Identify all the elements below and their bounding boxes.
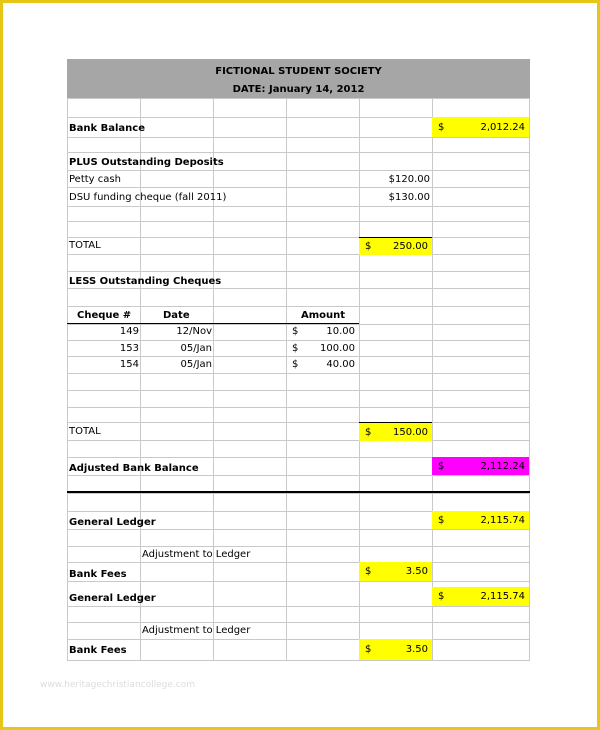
adjustment-label: Adjustment to Ledger — [142, 549, 251, 560]
currency-symbol: $ — [292, 343, 299, 354]
sheet-title: FICTIONAL STUDENT SOCIETY — [215, 66, 382, 77]
col-cheque-header: Cheque # — [77, 310, 132, 321]
general-ledger-amount: 2,115.74 — [480, 515, 525, 526]
cheque-number: 154 — [119, 359, 139, 370]
col-date-header: Date — [163, 310, 190, 321]
bank-balance-amount: 2,012.24 — [480, 122, 525, 133]
deposits-total-cell — [359, 237, 432, 255]
deposit-item-label: DSU funding cheque (fall 2011) — [69, 192, 227, 203]
deposit-item-amount: $130.00 — [388, 192, 430, 203]
cheque-amount: 100.00 — [320, 343, 355, 354]
currency-symbol: $ — [438, 122, 445, 133]
cheques-total-label: TOTAL — [69, 426, 101, 437]
bank-fees-cell — [359, 639, 432, 660]
deposit-item-amount: $120.00 — [388, 174, 430, 185]
currency-symbol: $ — [365, 427, 372, 438]
cheques-header-rule — [67, 323, 359, 324]
section-divider — [67, 491, 530, 493]
cheque-amount: 10.00 — [326, 326, 355, 337]
general-ledger-cell — [432, 511, 529, 529]
adjusted-balance-cell — [432, 457, 529, 475]
deposits-total-amount: 250.00 — [393, 241, 428, 252]
reconciliation-sheet — [67, 59, 530, 661]
cheque-amount: 40.00 — [326, 359, 355, 370]
cheque-date: 12/Nov — [176, 326, 212, 337]
currency-symbol: $ — [438, 515, 445, 526]
cheques-total-amount: 150.00 — [393, 427, 428, 438]
deposits-total-label: TOTAL — [69, 240, 101, 251]
currency-symbol: $ — [438, 461, 445, 472]
less-cheques-heading: LESS Outstanding Cheques — [69, 276, 222, 287]
sheet-header — [67, 59, 530, 98]
cheque-date: 05/Jan — [180, 343, 212, 354]
general-ledger-label: General Ledger — [69, 593, 156, 604]
cheque-date: 05/Jan — [180, 359, 212, 370]
deposit-item-label: Petty cash — [69, 174, 121, 185]
bank-balance-cell — [432, 117, 529, 137]
plus-deposits-heading: PLUS Outstanding Deposits — [69, 157, 224, 168]
sheet-date: DATE: January 14, 2012 — [232, 84, 365, 95]
cheque-number: 149 — [119, 326, 139, 337]
bank-fees-cell — [359, 562, 432, 581]
currency-symbol: $ — [292, 326, 299, 337]
general-ledger-cell — [432, 587, 529, 606]
currency-symbol: $ — [365, 566, 372, 577]
bank-fees-label: Bank Fees — [69, 569, 127, 580]
cheques-total-cell — [359, 422, 432, 441]
currency-symbol: $ — [365, 241, 372, 252]
general-ledger-label: General Ledger — [69, 517, 156, 528]
currency-symbol: $ — [438, 591, 445, 602]
adjusted-balance-amount: 2,112.24 — [480, 461, 525, 472]
adjustment-label: Adjustment to Ledger — [142, 625, 251, 636]
general-ledger-amount: 2,115.74 — [480, 591, 525, 602]
currency-symbol: $ — [365, 644, 372, 655]
bank-fees-amount: 3.50 — [405, 644, 428, 655]
bank-fees-label: Bank Fees — [69, 645, 127, 656]
currency-symbol: $ — [292, 359, 299, 370]
col-amount-header: Amount — [301, 310, 346, 321]
cheque-number: 153 — [119, 343, 139, 354]
watermark: www.heritagechristiancollege.com — [40, 680, 195, 690]
bank-fees-amount: 3.50 — [405, 566, 428, 577]
bank-balance-label: Bank Balance — [69, 123, 145, 134]
adjusted-balance-label: Adjusted Bank Balance — [69, 463, 199, 474]
